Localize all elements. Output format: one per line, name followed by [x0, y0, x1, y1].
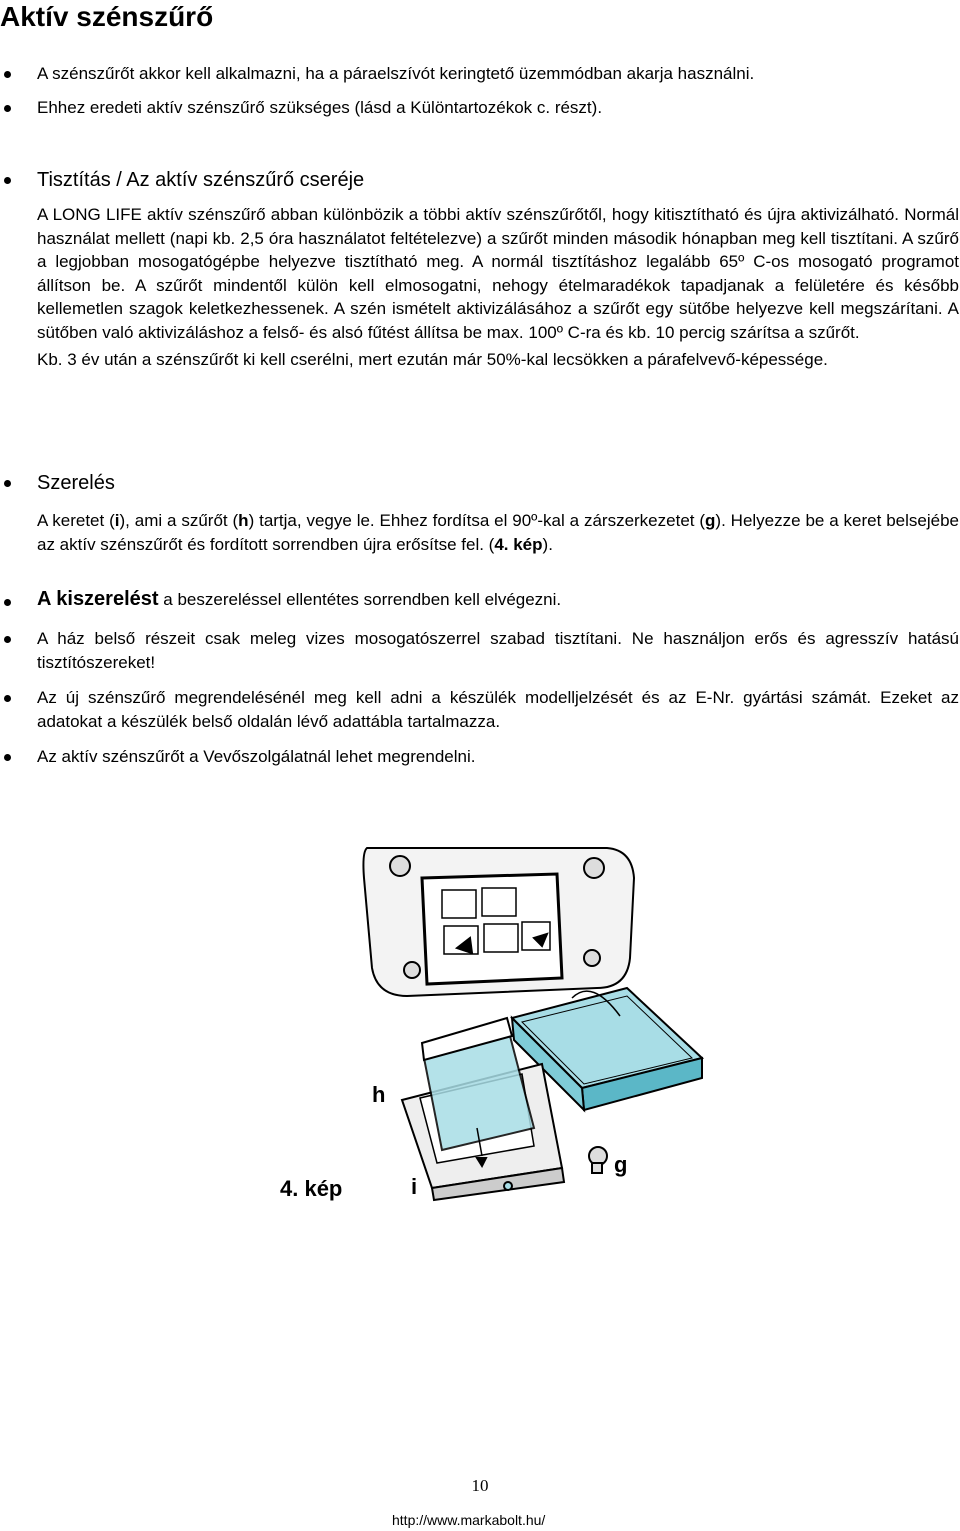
label-i: i	[411, 1174, 418, 1199]
install-section	[37, 469, 959, 556]
final-bullet-1: A ház belső részeit csak meleg vizes mosogatószerrel szabad tisztítani. Ne használjon erős és agresszív hatású tisztítószereket!	[37, 629, 959, 672]
bullet-icon	[4, 480, 11, 487]
list-item	[37, 627, 959, 674]
page-title: Aktív szénszűrő	[0, 1, 214, 32]
cleaning-section	[37, 166, 959, 372]
bullet-icon	[4, 71, 11, 78]
figure-caption: 4. kép	[280, 1176, 343, 1201]
figure-ref: 4. kép	[494, 534, 543, 554]
footer-url: http://www.markabolt.hu/	[392, 1512, 546, 1528]
bullet-icon	[4, 599, 11, 606]
removal-text: a beszereléssel ellentétes sorrendben kell elvégezni.	[158, 590, 562, 609]
cleaning-heading: Tisztítás / Az aktív szénszűrő cseréje	[37, 169, 365, 191]
removal-item	[37, 588, 959, 612]
intro-bullet-1: A szénszűrőt akkor kell alkalmazni, ha a páraelszívót keringtető üzemmódban akarja használni.	[37, 64, 755, 83]
latch-screw-icon	[589, 1147, 607, 1173]
label-h: h	[372, 1082, 386, 1107]
cleaning-paragraph-2: Kb. 3 év után a szénszűrőt ki kell cserélni, mert ezután már 50%-kal lecsökken a párafelvevő-képessége.	[37, 350, 828, 369]
install-paragraph: A keretet (i), ami a szűrőt (h) tartja, vegye le. Ehhez fordítsa el 90º-kal a zárszerkezetet (g). Helyezze be a keret belsejébe az aktív szénszűrőt és fordított sorrendben újra erősítse fel. (4. kép).	[37, 511, 959, 554]
removal-bold: A kiszerelést	[37, 588, 159, 610]
bullet-icon	[4, 177, 11, 184]
bullet-icon	[4, 636, 11, 643]
bullet-icon	[4, 695, 11, 702]
label-i-ref: i	[114, 511, 120, 530]
filter-assembly-figure	[272, 838, 732, 1210]
bullet-icon	[4, 105, 11, 112]
label-g-ref: g	[705, 511, 716, 530]
final-bullet-3: Az aktív szénszűrőt a Vevőszolgálatnál lehet megrendelni.	[37, 747, 476, 766]
list-item	[37, 62, 959, 86]
page-number: 10	[471, 1476, 489, 1495]
list-item	[37, 745, 959, 769]
hood-underside-icon	[363, 848, 634, 996]
label-h-ref: h	[238, 511, 249, 530]
install-heading: Szerelés	[37, 472, 115, 494]
bullet-icon	[4, 754, 11, 761]
list-item	[37, 686, 959, 733]
intro-bullet-2: Ehhez eredeti aktív szénszűrő szükséges (lásd a Különtartozékok c. részt).	[37, 98, 603, 117]
cleaning-paragraph-1: A LONG LIFE aktív szénszűrő abban különbözik a többi aktív szénszűrőtől, hogy kitisztítható és újra aktivizálható. Normál használat mellett (napi kb. 2,5 óra használatot feltételezve) a szűrőt minden második hónapban meg kell tisztítani. A szűrő a legjobban mosogatógépbe helyezve tisztítható meg. A normál tisztításhoz legalább 65º C-os mosogató programot állítson be. A szűrőt mindentől külön kell elmosogatni, nehogy ételmaradékok tapadjanak a felületére és később kellemetlen szagok keletkezhessenek. A szén ismételt aktivizálásához a szűrőt egy sütőbe helyezve kell megszárítani. A sütőben való aktivizáláshoz a felső- és alsó fűtést állítsa be max. 100º C-ra és kb. 10 percig szárítsa a szűrőt.	[37, 205, 959, 342]
label-g: g	[614, 1152, 628, 1177]
list-item	[37, 96, 959, 120]
final-bullet-2: Az új szénszűrő megrendelésénél meg kell adni a készülék modelljelzését és az E-Nr. gyártási számát. Ezeket az adatokat a készülék belső oldalán lévő adattábla tartalmazza.	[37, 688, 959, 731]
